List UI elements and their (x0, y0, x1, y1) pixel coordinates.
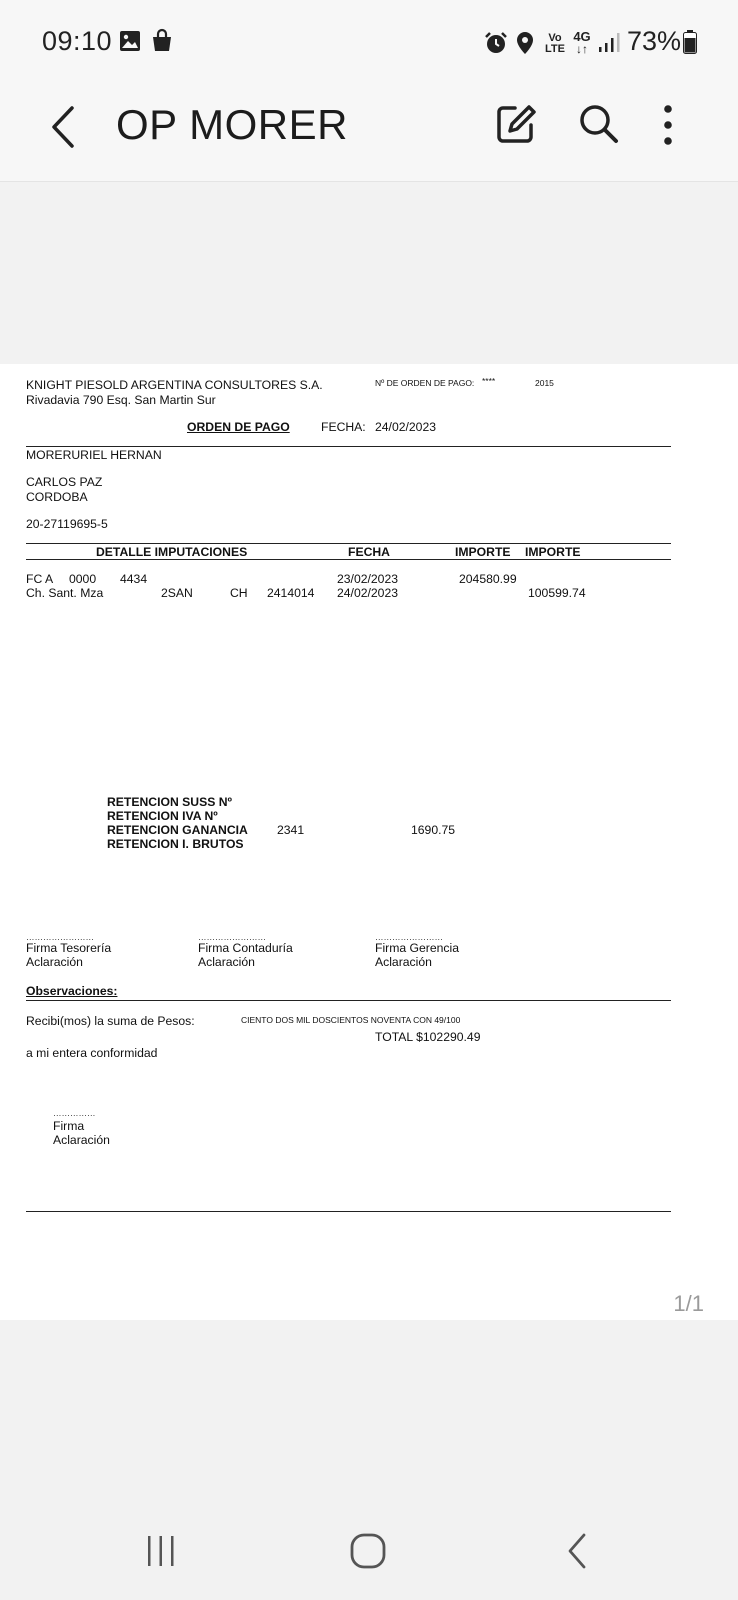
company-address: Rivadavia 790 Esq. San Martin Sur (26, 393, 216, 407)
more-options-icon[interactable] (660, 104, 676, 146)
observations-line (26, 1000, 671, 1001)
table-row-1-type: FC A (26, 572, 54, 586)
order-number-label: Nº DE ORDEN DE PAGO: (375, 378, 475, 388)
clarification-1: Aclaración (26, 955, 83, 969)
table-row-1-date: 23/02/2023 (337, 572, 398, 586)
edit-icon[interactable] (495, 103, 537, 145)
gallery-icon (119, 30, 141, 52)
navigation-bar (0, 1500, 738, 1600)
signature-dots-3: …………………… (375, 932, 443, 942)
retention-brutos: RETENCION I. BRUTOS (107, 837, 244, 851)
table-row-1-branch: 0000 (69, 572, 97, 586)
back-icon[interactable] (565, 1533, 589, 1569)
table-row-2-number: 2414014 (267, 586, 315, 600)
receiver-signature: Firma (53, 1119, 85, 1133)
signal-icon (598, 33, 620, 53)
retention-ganancia-amount: 1690.75 (411, 823, 456, 837)
header-date: FECHA (348, 545, 390, 559)
date-label: FECHA: (321, 420, 366, 434)
signature-gerencia: Firma Gerencia (375, 941, 459, 955)
date-value: 24/02/2023 (375, 420, 436, 434)
alarm-icon (484, 31, 508, 55)
document-title: ORDEN DE PAGO (187, 420, 290, 434)
table-row-2-date: 24/02/2023 (337, 586, 398, 600)
table-row-2-method: CH (230, 586, 248, 600)
location-icon (515, 31, 535, 55)
payee-name: MORERURIEL HERNAN (26, 448, 162, 462)
retention-iva: RETENCION IVA Nº (107, 809, 218, 823)
receiver-dots: …………… (53, 1108, 96, 1118)
status-time: 09:10 (42, 26, 113, 56)
table-row-2-type: Ch. Sant. Mza (26, 586, 104, 600)
back-arrow-icon[interactable] (44, 104, 84, 150)
table-header-line (26, 559, 671, 560)
total-amount: TOTAL $102290.49 (375, 1030, 481, 1044)
document-page[interactable] (0, 364, 738, 1320)
received-label: Recibi(mos) la suma de Pesos: (26, 1014, 195, 1028)
order-number-mask: **** (482, 376, 496, 386)
signature-dots-1: …………………… (26, 932, 94, 942)
header-amount-2: IMPORTE (525, 545, 581, 559)
conformity-text: a mi entera conformidad (26, 1046, 158, 1060)
payee-city: CARLOS PAZ (26, 475, 103, 489)
home-icon[interactable] (350, 1533, 386, 1569)
network-type: 4G (573, 29, 591, 44)
battery-percent: 73% (627, 26, 682, 56)
order-number-value: 2015 (535, 378, 554, 388)
table-row-1-amount: 204580.99 (459, 572, 517, 586)
retention-ganancia: RETENCION GANANCIA (107, 823, 248, 837)
payee-province: CORDOBA (26, 490, 88, 504)
company-name: KNIGHT PIESOLD ARGENTINA CONSULTORES S.A. (26, 378, 323, 392)
network-arrows: ↓↑ (576, 42, 588, 56)
header-detail: DETALLE IMPUTACIONES (96, 545, 248, 559)
shopping-bag-icon (150, 28, 174, 53)
table-row-2-amount: 100599.74 (528, 586, 586, 600)
volte-bottom: LTE (545, 43, 565, 55)
retention-ganancia-number: 2341 (277, 823, 305, 837)
page-indicator: 1/1 (673, 1291, 704, 1316)
receiver-clarification: Aclaración (53, 1133, 110, 1147)
signature-dots-2: …………………… (198, 932, 266, 942)
page-title: OP MORER (116, 101, 348, 148)
bottom-line (26, 1211, 671, 1212)
table-top-line (26, 543, 671, 544)
divider-line (26, 446, 671, 447)
observations-label: Observaciones: (26, 984, 118, 998)
volte-top: Vo (548, 32, 562, 44)
recent-apps-icon[interactable] (146, 1534, 176, 1568)
payee-cuit: 20-27119695-5 (26, 517, 108, 531)
table-row-1-number: 4434 (120, 572, 148, 586)
app-bar (0, 86, 738, 182)
battery-icon (683, 30, 697, 54)
amount-in-words: CIENTO DOS MIL DOSCIENTOS NOVENTA CON 49/100 (241, 1015, 461, 1025)
header-amount-1: IMPORTE (455, 545, 511, 559)
retention-suss: RETENCION SUSS Nº (107, 795, 232, 809)
status-bar (0, 0, 738, 86)
search-icon[interactable] (578, 103, 620, 145)
clarification-2: Aclaración (198, 955, 255, 969)
signature-contaduria: Firma Contaduría (198, 941, 293, 955)
signature-tesoreria: Firma Tesorería (26, 941, 112, 955)
table-row-2-bank: 2SAN (161, 586, 193, 600)
clarification-3: Aclaración (375, 955, 432, 969)
